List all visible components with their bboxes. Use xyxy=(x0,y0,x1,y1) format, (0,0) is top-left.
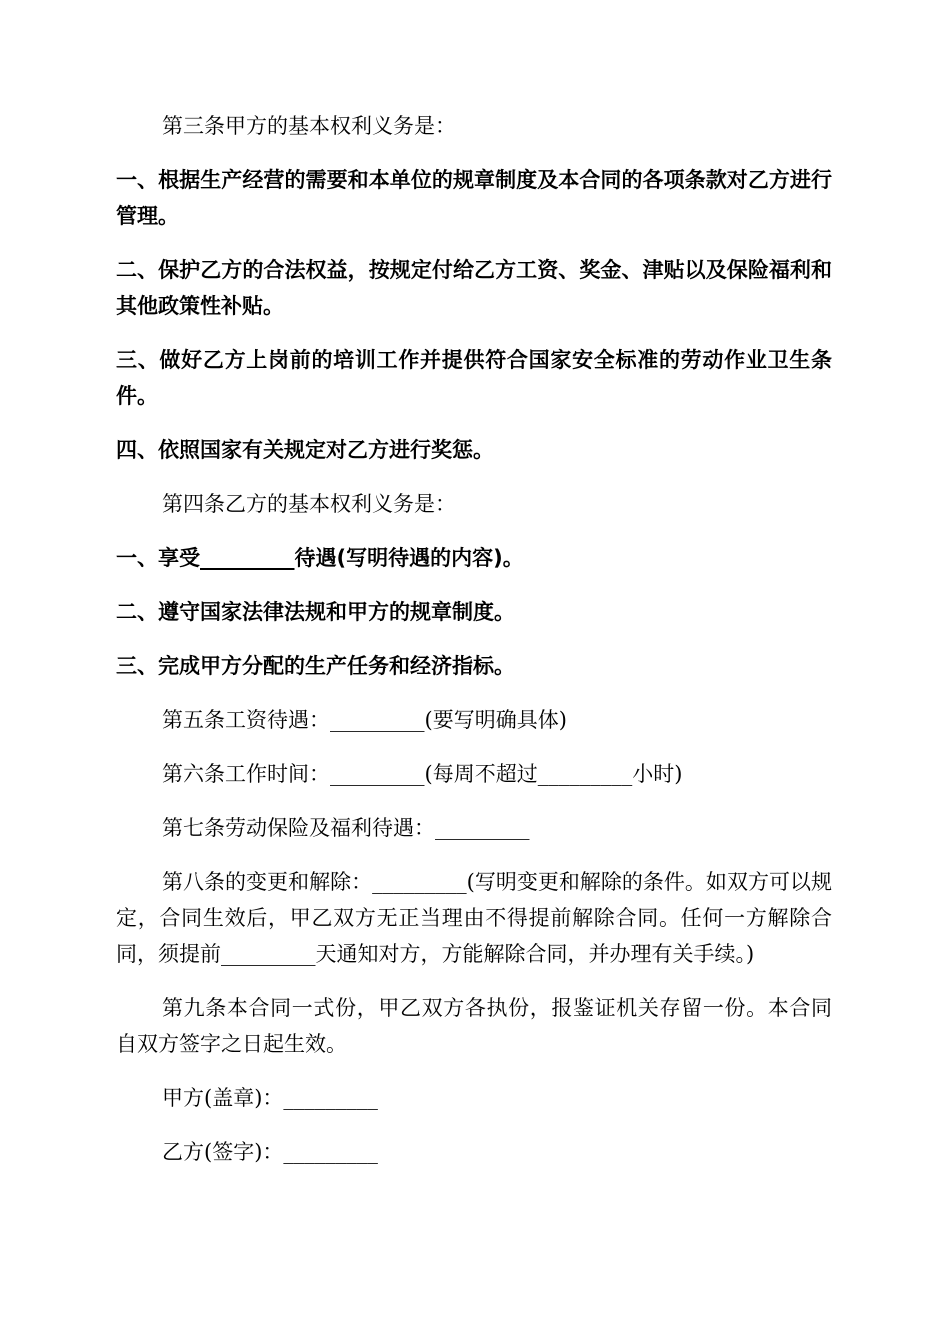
article-4-item-1: 一、享受_________待遇(写明待遇的内容)。 xyxy=(116,546,524,570)
article-5-wages: 第五条工资待遇：_________(要写明确具体) xyxy=(162,708,567,732)
article-4-item-3: 三、完成甲方分配的生产任务和经济指标。 xyxy=(116,654,515,678)
article-4-heading: 第四条乙方的基本权利义务是： xyxy=(162,492,456,516)
article-4-item-2: 二、遵守国家法律法规和甲方的规章制度。 xyxy=(116,600,515,624)
article-3-heading: 第三条甲方的基本权利义务是： xyxy=(162,114,456,138)
article-3-item-3: 三、做好乙方上岗前的培训工作并提供符合国家安全标准的劳动作业卫生条件。 xyxy=(116,348,832,408)
party-b-signature: 乙方(签字)：_________ xyxy=(162,1140,378,1164)
article-3-item-1: 一、根据生产经营的需要和本单位的规章制度及本合同的各项条款对乙方进行管理。 xyxy=(116,168,832,228)
article-8-change-termination: 第八条的变更和解除：_________(写明变更和解除的条件。如双方可以规定，合同生效后，甲乙双方无正当理由不得提前解除合同。任何一方解除合同，须提前_________天通知对方，方能解除合同，并办理有关手续。) xyxy=(116,870,832,966)
article-3-item-4: 四、依照国家有关规定对乙方进行奖惩。 xyxy=(116,438,494,462)
article-6-working-hours: 第六条工作时间：_________(每周不超过_________小时) xyxy=(162,762,683,786)
document-page xyxy=(116,108,832,1170)
article-9-copies: 第九条本合同一式份，甲乙双方各执份，报鉴证机关存留一份。本合同自双方签字之日起生效。 xyxy=(116,996,832,1056)
article-3-item-2: 二、保护乙方的合法权益，按规定付给乙方工资、奖金、津贴以及保险福利和其他政策性补贴。 xyxy=(116,258,832,318)
party-a-seal: 甲方(盖章)：_________ xyxy=(162,1086,378,1110)
article-7-insurance: 第七条劳动保险及福利待遇：_________ xyxy=(162,816,530,840)
